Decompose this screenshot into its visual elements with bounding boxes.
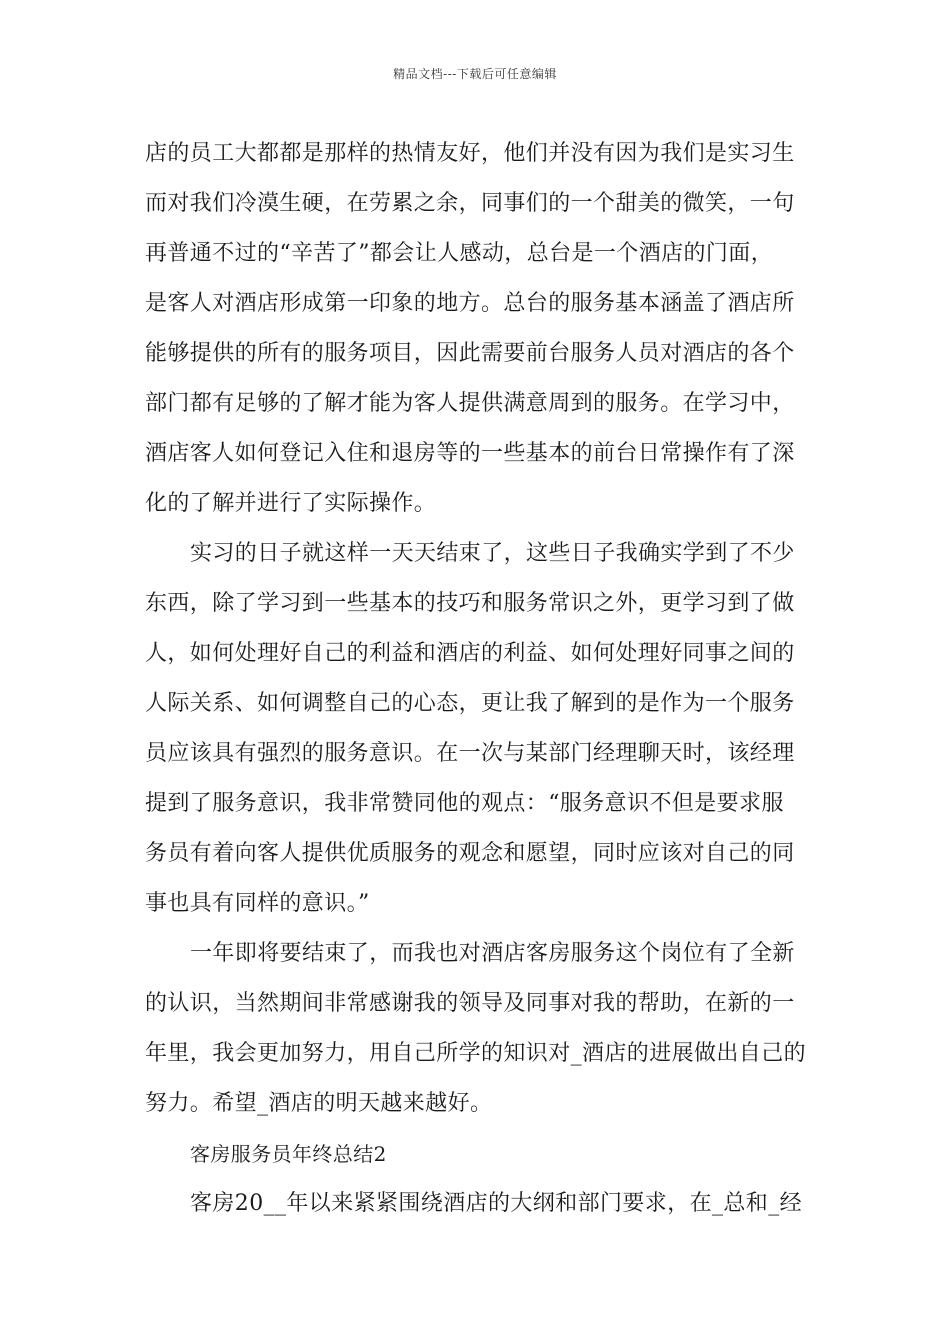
text-line: 客房20__年以来紧紧围绕酒店的大纲和部门要求，在_总和_经: [190, 1191, 802, 1216]
text-line: 再普通不过的“辛苦了”都会让人感动，总台是一个酒店的门面，: [145, 241, 774, 266]
text-line: 事也具有同样的意识。”: [145, 891, 370, 916]
text-line: 店的员工大都都是那样的热情友好，他们并没有因为我们是实习生: [145, 141, 795, 166]
paragraph-continuation: [145, 129, 810, 529]
text-line: 一年即将要结束了，而我也对酒店客房服务这个岗位有了全新: [190, 941, 795, 966]
text-line: 努力。希望_酒店的明天越来越好。: [145, 1091, 493, 1116]
page-header: 精品文档---下载后可任意编辑: [393, 67, 557, 81]
text-line: 员应该具有强烈的服务意识。在一次与某部门经理聊天时，该经理: [145, 741, 795, 766]
document-body: [145, 129, 810, 1229]
text-line: 部门都有足够的了解才能为客人提供满意周到的服务。在学习中，: [145, 391, 795, 416]
text-line: 的认识，当然期间非常感谢我的领导及同事对我的帮助，在新的一: [145, 991, 795, 1016]
text-line: 提到了服务意识，我非常赞同他的观点：“服务意识不但是要求服: [145, 791, 784, 816]
text-line: 而对我们冷漠生硬，在劳累之余，同事们的一个甜美的微笑，一句: [145, 191, 795, 216]
paragraph-internship: [145, 529, 810, 929]
text-line: 是客人对酒店形成第一印象的地方。总台的服务基本涵盖了酒店所: [145, 291, 795, 316]
paragraph-housekeeping: [145, 1179, 810, 1229]
section-heading: 客房服务员年终总结2: [190, 1142, 387, 1166]
text-line: 人，如何处理好自己的利益和酒店的利益、如何处理好同事之间的: [145, 641, 795, 666]
text-line: 实习的日子就这样一天天结束了，这些日子我确实学到了不少: [190, 541, 795, 566]
text-line: 酒店客人如何登记入住和退房等的一些基本的前台日常操作有了深: [145, 441, 795, 466]
paragraph-year-end: [145, 929, 810, 1129]
text-line: 人际关系、如何调整自己的心态，更让我了解到的是作为一个服务: [145, 691, 795, 716]
text-line: 能够提供的所有的服务项目，因此需要前台服务人员对酒店的各个: [145, 341, 795, 366]
text-line: 年里，我会更加努力，用自己所学的知识对_酒店的进展做出自己的: [145, 1041, 807, 1066]
text-line: 东西，除了学习到一些基本的技巧和服务常识之外，更学习到了做: [145, 591, 795, 616]
text-line: 化的了解并进行了实际操作。: [145, 491, 437, 516]
text-line: 务员有着向客人提供优质服务的观念和愿望，同时应该对自己的同: [145, 841, 795, 866]
